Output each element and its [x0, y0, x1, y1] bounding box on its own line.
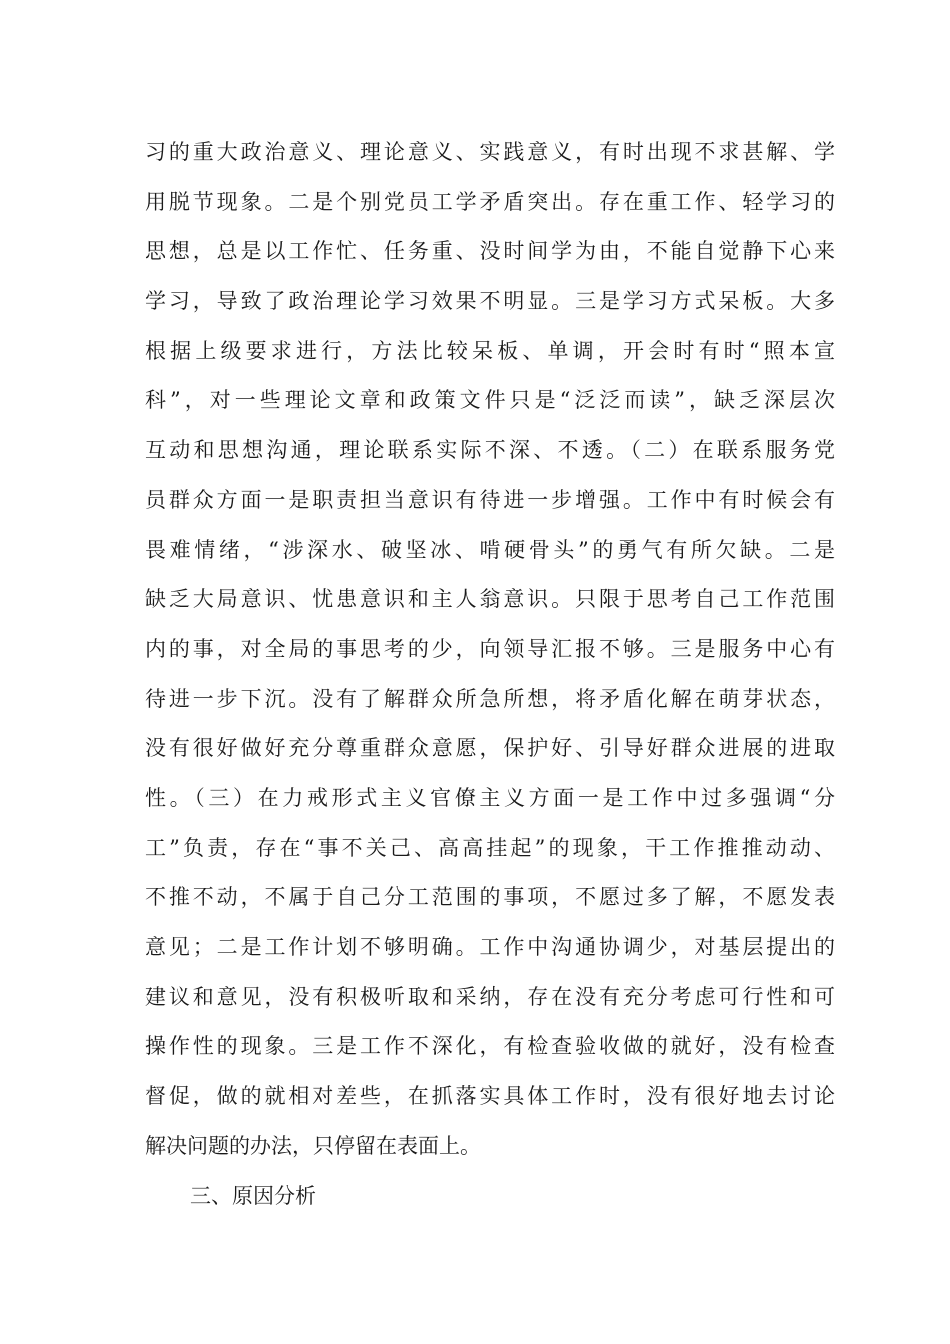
text-line: 员群众方面一是职责担当意识有待进一步增强。工作中有时候会有 [145, 487, 835, 512]
text-line: 意见；二是工作计划不够明确。工作中沟通协调少，对基层提出的 [145, 935, 835, 959]
text-line: 缺乏大局意识、忧患意识和主人翁意识。只限于思考自己工作范围 [145, 587, 835, 612]
text-line: 互动和思想沟通，理论联系实际不深、不透。（二）在联系服务党 [145, 438, 835, 463]
text-line: 根据上级要求进行，方法比较呆板、单调，开会时有时“照本宣 [145, 338, 835, 363]
section-heading: 三、原因分析 [190, 1184, 316, 1208]
text-line: 操作性的现象。三是工作不深化，有检查验收做的就好，没有检查 [145, 1034, 835, 1059]
text-line: 学习，导致了政治理论学习效果不明显。三是学习方式呆板。大多 [145, 289, 835, 314]
text-line: 内的事，对全局的事思考的少，向领导汇报不够。三是服务中心有 [145, 636, 835, 661]
text-line: 建议和意见，没有积极听取和采纳，存在没有充分考虑可行性和可 [145, 984, 835, 1009]
text-line: 用脱节现象。二是个别党员工学矛盾突出。存在重工作、轻学习的 [145, 189, 835, 214]
text-line: 畏难情绪，“涉深水、破坚冰、啃硬骨头”的勇气有所欠缺。二是 [145, 537, 835, 562]
text-line: 不推不动，不属于自己分工范围的事项，不愿过多了解，不愿发表 [145, 885, 835, 910]
text-line: 性。（三）在力戒形式主义官僚主义方面一是工作中过多强调“分 [145, 785, 835, 810]
text-line: 督促，做的就相对差些，在抓落实具体工作时，没有很好地去讨论 [145, 1084, 835, 1109]
text-line: 思想，总是以工作忙、任务重、没时间学为由，不能自觉静下心来 [145, 239, 835, 264]
text-line: 工”负责，存在“事不关己、高高挂起”的现象，干工作推推动动、 [145, 835, 835, 860]
text-line: 没有很好做好充分尊重群众意愿，保护好、引导好群众进展的进取 [145, 736, 835, 761]
text-line: 解决问题的办法，只停留在表面上。 [145, 1133, 481, 1158]
text-line: 习的重大政治意义、理论意义、实践意义，有时出现不求甚解、学 [145, 140, 835, 164]
body-paragraph [145, 128, 835, 1171]
text-line: 待进一步下沉。没有了解群众所急所想，将矛盾化解在萌芽状态， [145, 686, 835, 711]
text-line: 科”，对一些理论文章和政策文件只是“泛泛而读”，缺乏深层次 [145, 388, 835, 413]
